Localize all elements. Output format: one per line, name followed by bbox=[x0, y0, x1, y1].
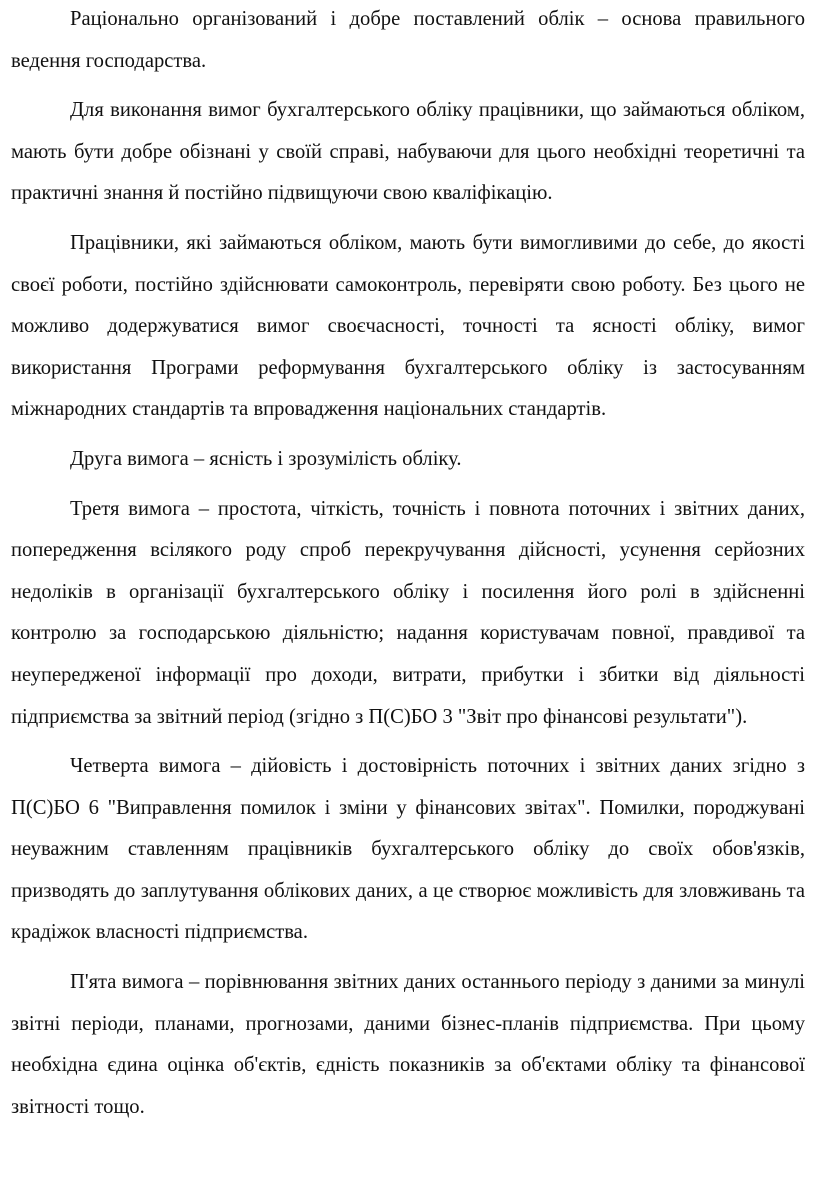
paragraph-third-requirement: Третя вимога – простота, чіткість, точність і повнота поточних і звітних даних, попередження всілякого роду спроб перекручування дійсності, усунення серйозних недоліків в організації бухгалтерського обліку і посилення його ролі в здійсненні контролю за господарською діяльністю; надання користувачам повної, правдивої та неупередженої інформації про доходи, витрати, прибутки і збитки від діяльності підприємства за звітний період (згідно з П(С)БО 3 "Звіт про фінансові результати"). bbox=[11, 497, 805, 728]
paragraph-accounting-basis: Раціонально організований і добре поставлений облік – основа правильного ведення господарства. bbox=[11, 8, 805, 72]
paragraph-staff-knowledge: Для виконання вимог бухгалтерського обліку працівники, що займаються обліком, мають бути добре обізнані у своїй справі, набуваючи для цього необхідні теоретичні та практичні знання й постійно підвищуючи свою кваліфікацію. bbox=[11, 99, 805, 205]
paragraph-second-requirement: Друга вимога – ясність і зрозумілість обліку. bbox=[70, 447, 462, 470]
paragraph-fifth-requirement: П'ята вимога – порівнювання звітних даних останнього періоду з даними за минулі звітні періоди, планами, прогнозами, даними бізнес-планів підприємства. При цьому необхідна єдина оцінка об'єктів, єдність показників за об'єктами обліку та фінансової звітності тощо. bbox=[11, 971, 805, 1118]
paragraph-fourth-requirement: Четверта вимога – дійовість і достовірність поточних і звітних даних згідно з П(С)БО 6 "Виправлення помилок і зміни у фінансових звітах". Помилки, породжувані неуважним ставленням працівників бухгалтерського обліку до своїх обов'язків, призводять до заплутування облікових даних, а це створює можливість для зловживань та крадіжок власності підприємства. bbox=[11, 755, 805, 944]
paragraph-self-control: Працівники, які займаються обліком, мають бути вимогливими до себе, до якості своєї роботи, постійно здійснювати самоконтроль, перевіряти свою роботу. Без цього не можливо додержуватися вимог своєчасності, точності та ясності обліку, вимог використання Програми реформування бухгалтерського обліку із застосуванням міжнародних стандартів та впровадження національних стандартів. bbox=[11, 231, 805, 421]
